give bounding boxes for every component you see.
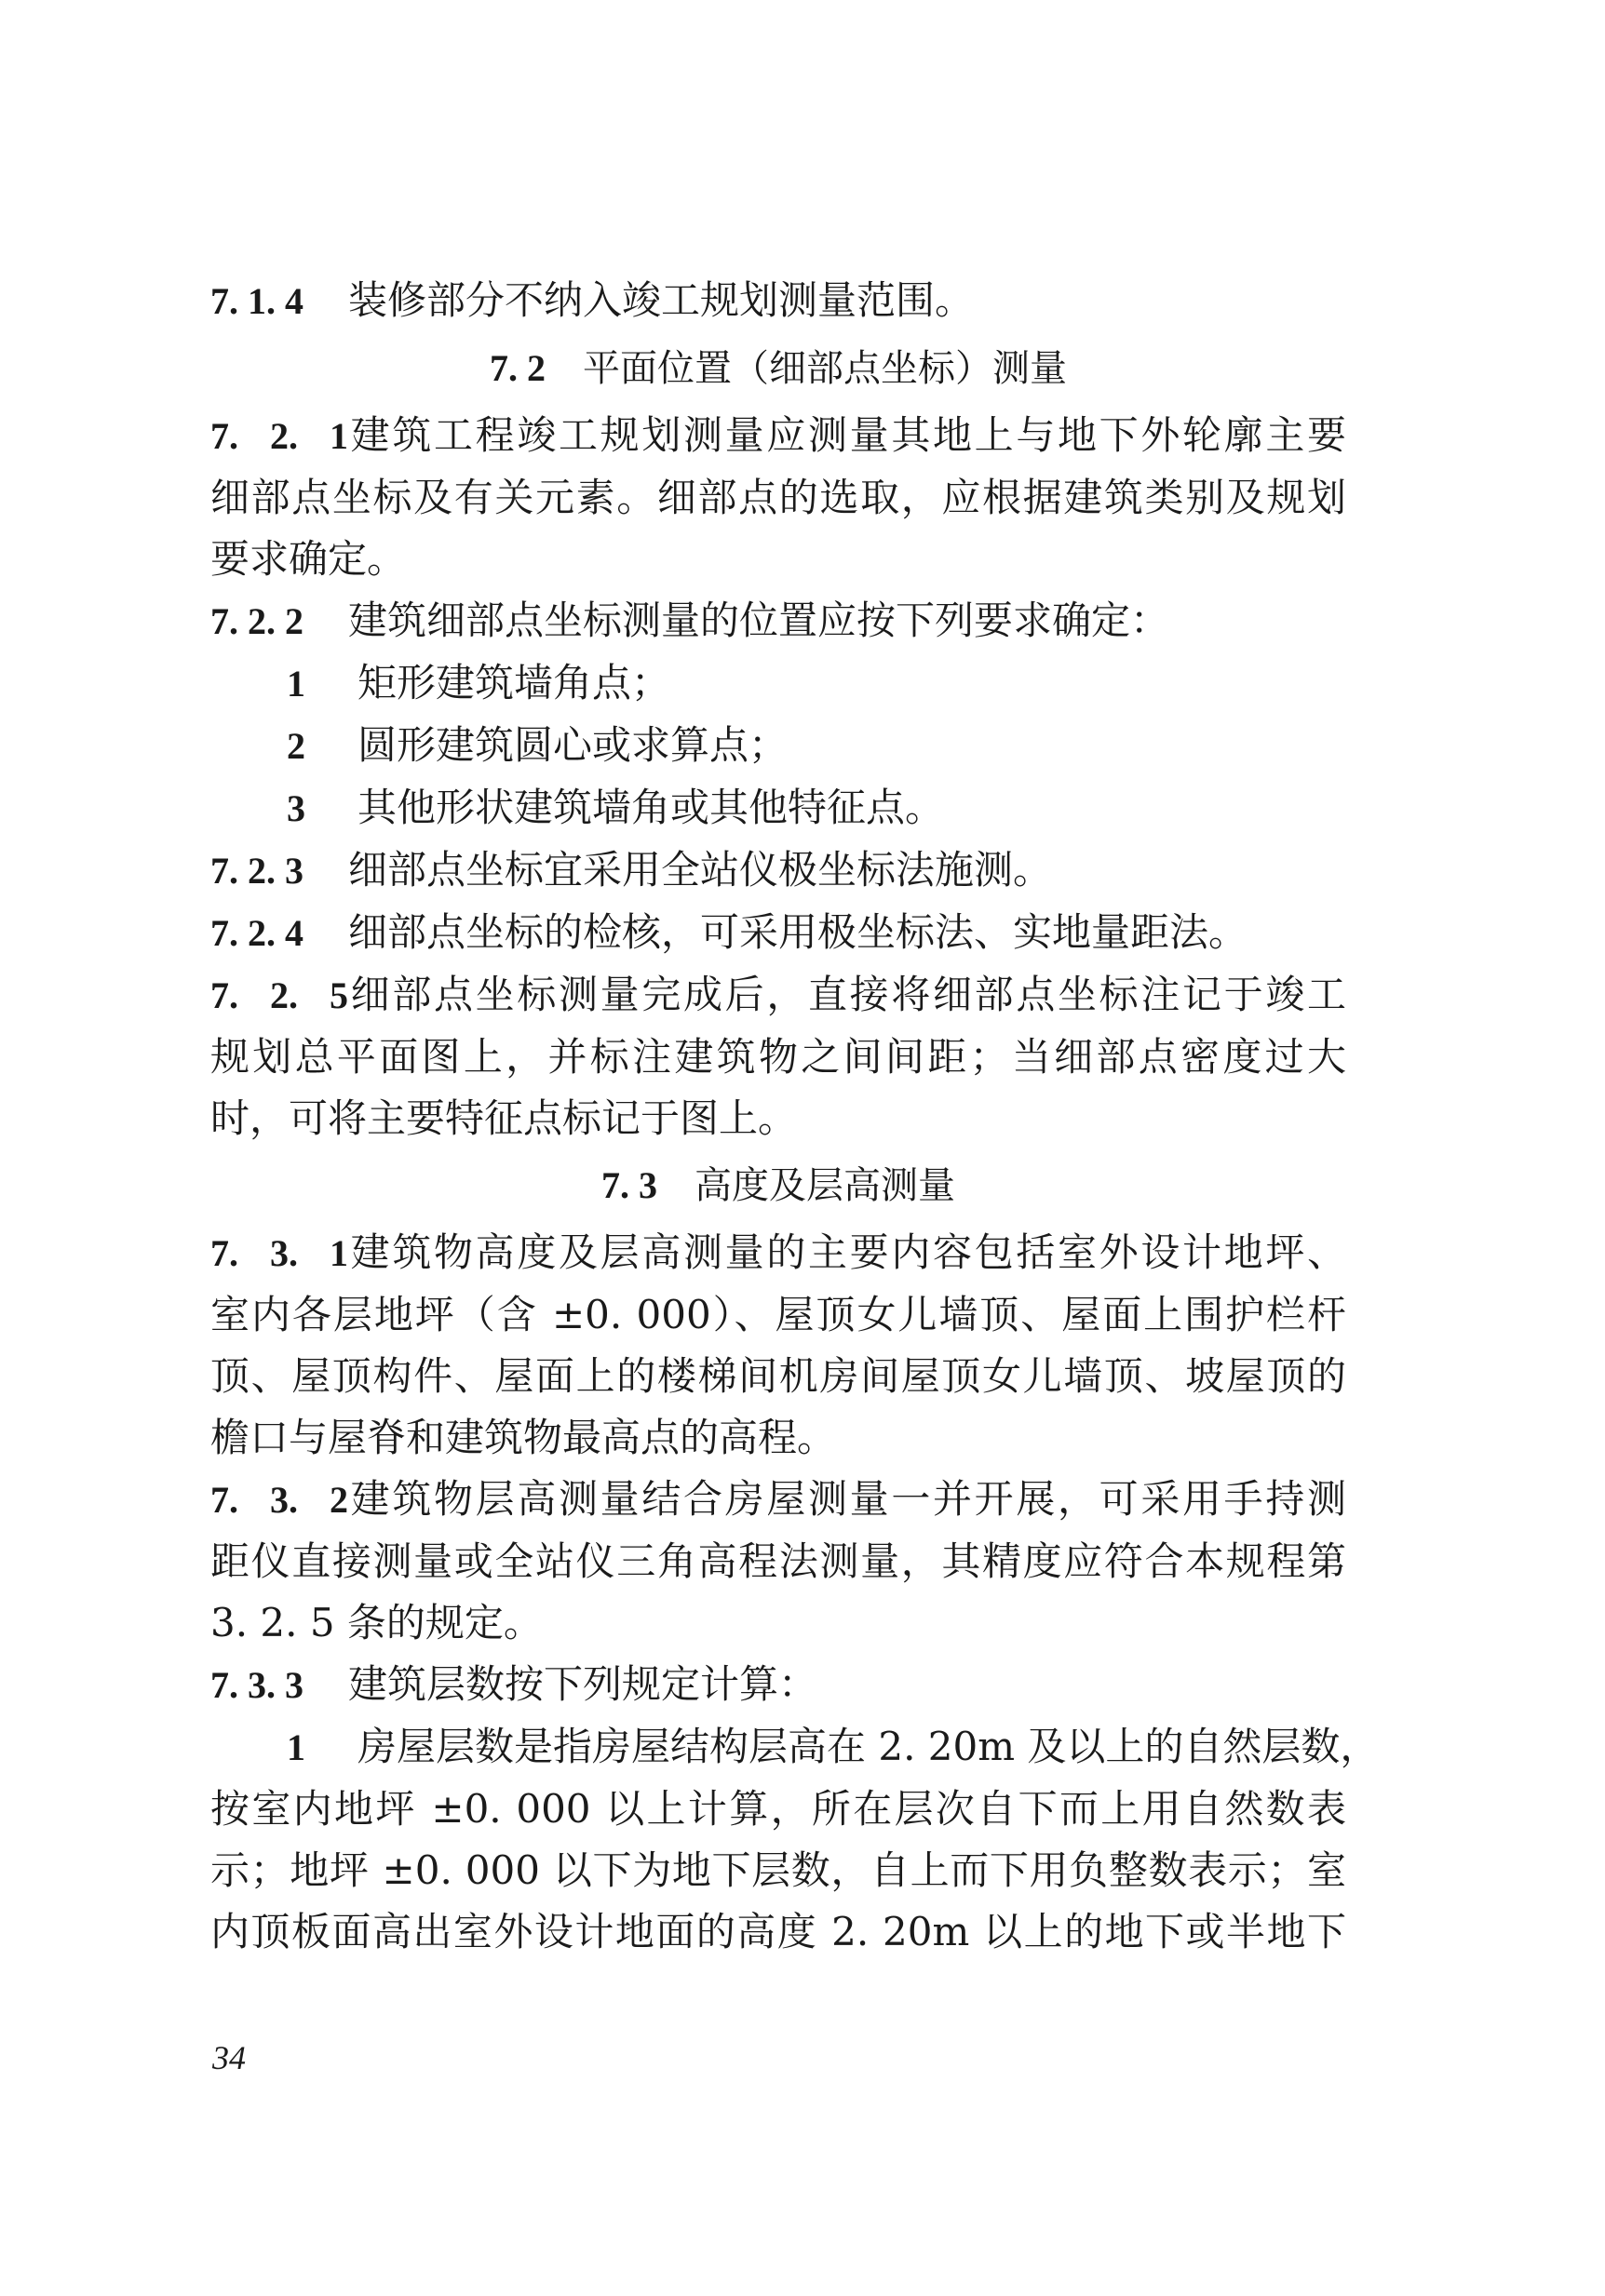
clause-text-line: 规划总平面图上，并标注建筑物之间间距；当细部点密度过大 bbox=[210, 1034, 1346, 1080]
section-number: 7. 2 bbox=[490, 347, 546, 389]
clause-number: 7. 3. 3 bbox=[210, 1664, 303, 1706]
clause-7-2-1 bbox=[210, 405, 1346, 590]
clause-text-line: 建筑物高度及层高测量的主要内容包括室外设计地坪、 bbox=[348, 1229, 1346, 1275]
clause-text: 建筑细部点坐标测量的位置应按下列要求确定： bbox=[348, 597, 1170, 643]
list-item-text-line: 按室内地坪 ±0. 000 以上计算，所在层次自下而上用自然数表 bbox=[210, 1786, 1346, 1832]
section-title: 平面位置（细部点坐标）测量 bbox=[583, 347, 1067, 390]
clause-text-line: 建筑工程竣工规划测量应测量其地上与地下外轮廓主要 bbox=[348, 412, 1346, 458]
clause-text-line: 时，可将主要特征点标记于图上。 bbox=[210, 1095, 798, 1141]
clause-text-line: 檐口与屋脊和建筑物最高点的高程。 bbox=[210, 1415, 837, 1460]
list-item-number: 2 bbox=[287, 725, 305, 767]
clause-7-3-1 bbox=[210, 1222, 1346, 1469]
clause-7-2-5 bbox=[210, 964, 1346, 1149]
clause-text: 细部点坐标的检核，可采用极坐标法、实地量距法。 bbox=[348, 909, 1248, 955]
list-item-number: 1 bbox=[287, 663, 305, 705]
clause-number: 7. 2. 2 bbox=[210, 600, 303, 642]
clause-text: 建筑层数按下列规定计算： bbox=[348, 1661, 818, 1707]
clause-7-2-2 bbox=[210, 590, 1346, 839]
list-item-text-line: 内顶板面高出室外设计地面的高度 2. 20m 以上的地下或半地下 bbox=[210, 1909, 1346, 1954]
clause-7-1-4 bbox=[210, 270, 1346, 332]
clause-7-3-3 bbox=[210, 1654, 1380, 1963]
page-number: 34 bbox=[212, 2039, 246, 2076]
clause-7-3-2 bbox=[210, 1469, 1346, 1654]
clause-text-line: 3. 2. 5 条的规定。 bbox=[210, 1600, 543, 1645]
clause-number: 7. 2. 3 bbox=[210, 850, 303, 892]
list-item-text-line: 示；地坪 ±0. 000 以下为地下层数，自上而下用负整数表示；室 bbox=[210, 1847, 1346, 1893]
document-body bbox=[210, 270, 1380, 1963]
clause-7-2-3 bbox=[210, 839, 1346, 902]
list-item bbox=[210, 1716, 1380, 1779]
list-item-number: 1 bbox=[287, 1726, 305, 1768]
list-item bbox=[210, 777, 1346, 839]
clause-number: 7. 1. 4 bbox=[210, 280, 303, 322]
clause-text-line: 要求确定。 bbox=[210, 536, 407, 582]
clause-text: 细部点坐标宜采用全站仪极坐标法施测。 bbox=[348, 847, 1053, 893]
section-heading-7-3 bbox=[210, 1149, 1346, 1222]
clause-text-line: 细部点坐标测量完成后，直接将细部点坐标注记于竣工 bbox=[348, 972, 1346, 1017]
clause-text: 装修部分不纳入竣工规划测量范围。 bbox=[348, 277, 975, 323]
list-item-number: 3 bbox=[287, 787, 305, 829]
list-item bbox=[210, 652, 1346, 715]
clause-number: 7. 2. 4 bbox=[210, 912, 303, 954]
list-item-text: 圆形建筑圆心或求算点； bbox=[357, 722, 789, 768]
list-item bbox=[210, 715, 1346, 777]
clause-text-line: 建筑物层高测量结合房屋测量一并开展，可采用手持测 bbox=[348, 1476, 1346, 1522]
clause-7-2-4 bbox=[210, 902, 1346, 964]
list-item-text-line: 房屋层数是指房屋结构层高在 2. 20m 及以上的自然层数， bbox=[357, 1724, 1380, 1769]
section-number: 7. 3 bbox=[601, 1164, 657, 1206]
clause-number: 7. 3. 1 bbox=[210, 1232, 348, 1274]
list-item-text: 其他形状建筑墙角或其他特征点。 bbox=[357, 785, 945, 830]
clause-number: 7. 3. 2 bbox=[210, 1479, 348, 1521]
clause-text-line: 顶、屋顶构件、屋面上的楼梯间机房间屋顶女儿墙顶、坡屋顶的 bbox=[210, 1353, 1346, 1399]
clause-text-line: 室内各层地坪（含 ±0. 000）、屋顶女儿墙顶、屋面上围护栏杆 bbox=[210, 1292, 1346, 1337]
clause-text-line: 细部点坐标及有关元素。细部点的选取，应根据建筑类别及规划 bbox=[210, 475, 1346, 520]
clause-number: 7. 2. 1 bbox=[210, 415, 348, 457]
section-heading-7-2 bbox=[210, 332, 1346, 405]
clause-text-line: 距仪直接测量或全站仪三角高程法测量，其精度应符合本规程第 bbox=[210, 1538, 1346, 1584]
clause-number: 7. 2. 5 bbox=[210, 974, 348, 1016]
list-item-text: 矩形建筑墙角点； bbox=[357, 660, 671, 705]
section-title: 高度及层高测量 bbox=[695, 1164, 955, 1207]
